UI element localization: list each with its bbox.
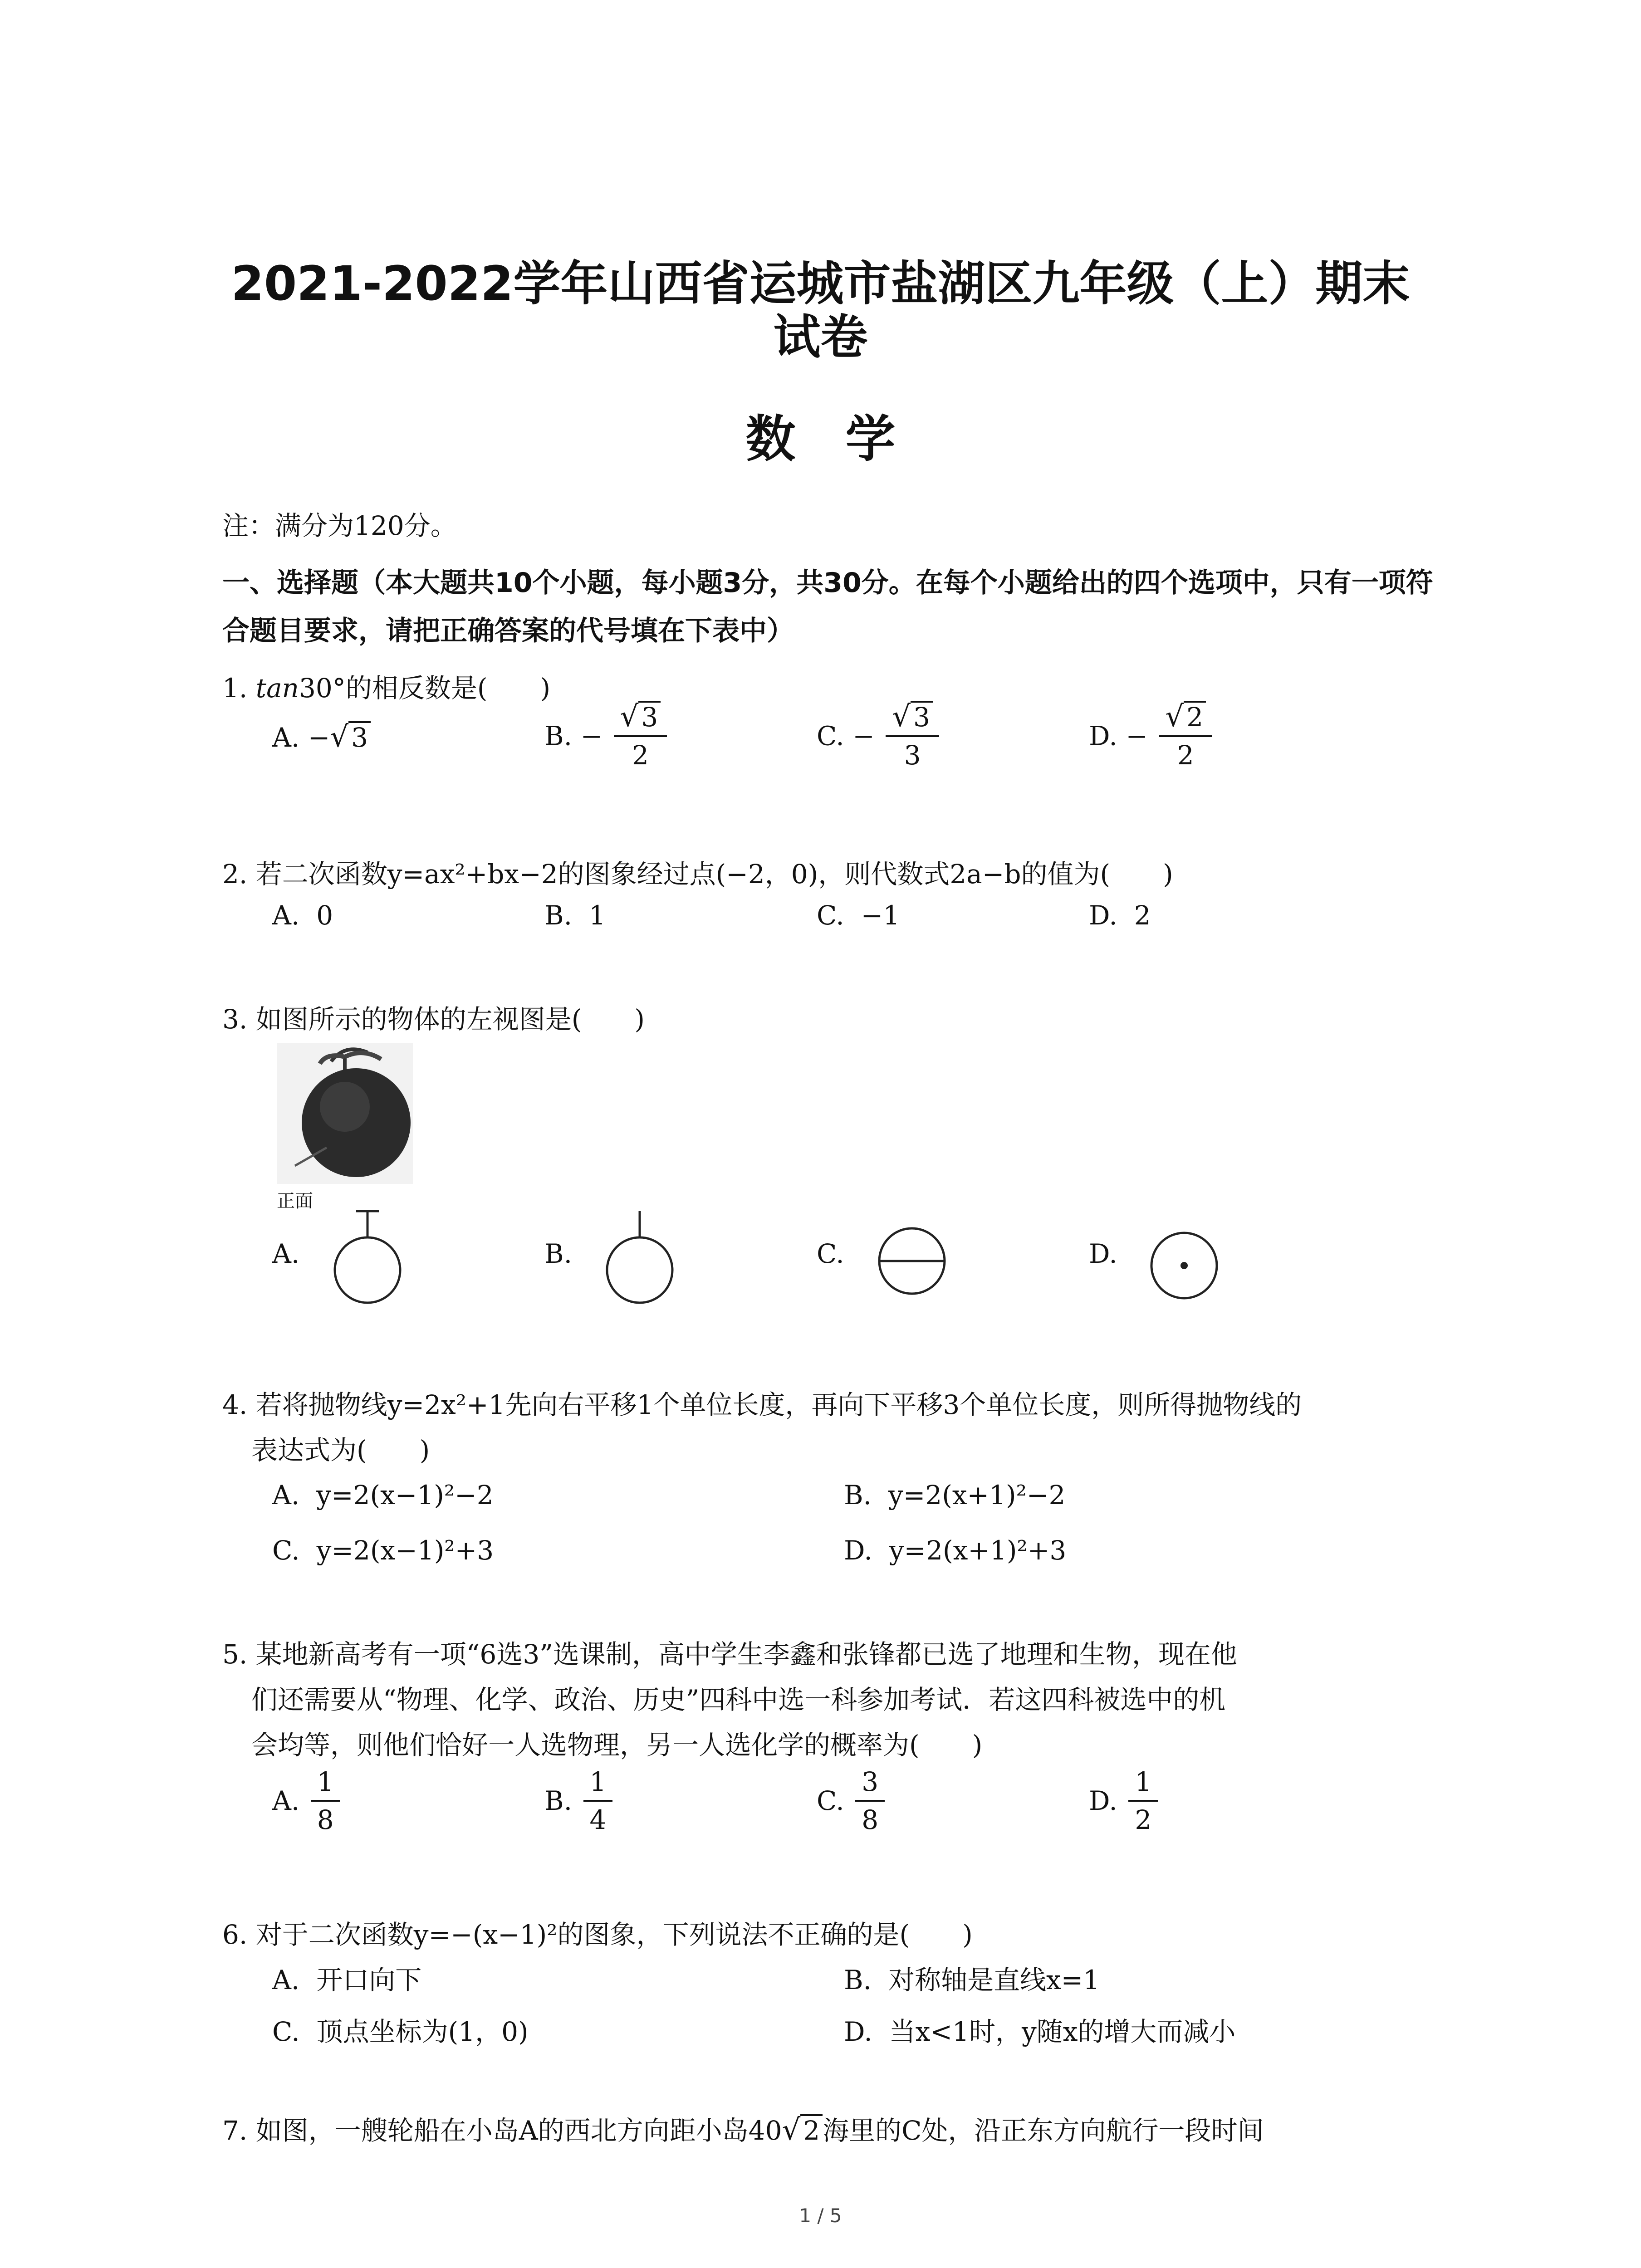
- question-1: [222, 667, 550, 705]
- q1-option-a[interactable]: A. −√ 3: [272, 720, 371, 754]
- q6-option-c[interactable]: C. 顶点坐标为(1，0): [272, 2016, 529, 2047]
- q2-option-a[interactable]: A. 0: [272, 900, 333, 931]
- question-4-line1: 4. 若将抛物线y=2x²+1先向右平移1个单位长度，再向下平移3个单位长度，则所得抛物线的: [222, 1389, 1302, 1420]
- fraction: $\frac{1}{4}$: [583, 1764, 613, 1838]
- fraction: $\frac{√ 3}{3}$: [886, 699, 939, 773]
- q4-option-a[interactable]: A. y=2(x−1)²−2: [272, 1480, 494, 1510]
- question-6: 6. 对于二次函数y=−(x−1)²的图象，下列说法不正确的是( ): [222, 1919, 973, 1950]
- question-number: 1.: [222, 673, 248, 704]
- circle-diameter-icon[interactable]: [862, 1220, 962, 1302]
- q4-option-b[interactable]: B. y=2(x+1)²−2: [844, 1480, 1066, 1510]
- question-4-line2: 表达式为( ): [251, 1435, 430, 1466]
- fraction: $\frac{3}{8}$: [855, 1764, 885, 1838]
- page-number: 1 / 5: [799, 2204, 842, 2227]
- q2-option-c[interactable]: C. −1: [817, 900, 900, 931]
- q4-option-c[interactable]: C. y=2(x−1)²+3: [272, 1535, 494, 1566]
- q1-option-b[interactable]: B. − $\frac{√ 3}{2}$: [544, 699, 670, 773]
- circle-stem-crossbar-icon[interactable]: [318, 1202, 417, 1315]
- photo-caption: 正面: [277, 1191, 313, 1212]
- question-5-line2: 们还需要从“物理、化学、政治、历史”四科中选一科参加考试．若这四科被选中的机: [251, 1684, 1226, 1715]
- q2-option-b[interactable]: B. 1: [544, 900, 606, 931]
- q5-option-a[interactable]: A. $\frac{1}{8}$: [272, 1764, 343, 1838]
- question-text: 30°的相反数是( ): [299, 673, 551, 704]
- tan-function: tan: [255, 673, 299, 704]
- q5-option-b[interactable]: B. $\frac{1}{4}$: [544, 1764, 615, 1838]
- q6-option-d[interactable]: D. 当x<1时，y随x的增大而减小: [844, 2016, 1236, 2047]
- q3-option-c-label[interactable]: C.: [817, 1238, 844, 1269]
- question-5-line3: 会均等，则他们恰好一人选物理，另一人选化学的概率为( ): [251, 1730, 983, 1760]
- circle-stem-icon[interactable]: [590, 1202, 690, 1315]
- subject-heading: 数学: [745, 410, 945, 468]
- q5-option-c[interactable]: C. $\frac{3}{8}$: [817, 1764, 887, 1838]
- q6-option-a[interactable]: A. 开口向下: [272, 1965, 422, 1995]
- circle-center-dot-icon[interactable]: [1134, 1225, 1234, 1306]
- q5-option-d[interactable]: D. $\frac{1}{2}$: [1089, 1764, 1161, 1838]
- fraction: $\frac{√ 3}{2}$: [614, 699, 667, 773]
- q3-option-d-label[interactable]: D.: [1089, 1238, 1117, 1269]
- fraction: $\frac{1}{8}$: [311, 1764, 340, 1838]
- q2-option-d[interactable]: D. 2: [1089, 900, 1151, 931]
- question-2: 2. 若二次函数y=ax²+bx−2的图象经过点(−2，0)，则代数式2a−b的值为( ): [222, 859, 1173, 890]
- question-3: 3. 如图所示的物体的左视图是( ): [222, 1004, 645, 1035]
- q3-option-a-label[interactable]: A.: [272, 1238, 300, 1269]
- question-7: 7. 如图，一艘轮船在小岛A的西北方向距小岛40√ 2 海里的C处，沿正东方向航行一段时间: [222, 2113, 1264, 2147]
- section-heading: 一、选择题（本大题共10个小题，每小题3分，共30分。在每个小题给出的四个选项中，只有一项符合题目要求，请把正确答案的代号填在下表中）: [222, 567, 1433, 647]
- q3-option-b-label[interactable]: B.: [544, 1238, 573, 1269]
- q6-option-b[interactable]: B. 对称轴是直线x=1: [844, 1965, 1100, 1995]
- exam-title-line2: 试卷: [773, 309, 868, 365]
- fraction: $\frac{√ 2}{2}$: [1159, 699, 1212, 773]
- question-5-line1: 5. 某地新高考有一项“6选3”选课制，高中学生李鑫和张锋都已选了地理和生物，现在他: [222, 1639, 1237, 1670]
- score-note: 注：满分为120分。: [222, 510, 457, 541]
- q1-option-d[interactable]: D. − $\frac{√ 2}{2}$: [1089, 699, 1215, 773]
- q1-option-c[interactable]: C. − $\frac{√ 3}{3}$: [817, 699, 942, 773]
- melon-photo: [277, 1043, 413, 1184]
- exam-title-line1: 2021-2022学年山西省运城市盐湖区九年级（上）期末: [231, 256, 1410, 311]
- fraction: $\frac{1}{2}$: [1128, 1764, 1158, 1838]
- q4-option-d[interactable]: D. y=2(x+1)²+3: [844, 1535, 1067, 1566]
